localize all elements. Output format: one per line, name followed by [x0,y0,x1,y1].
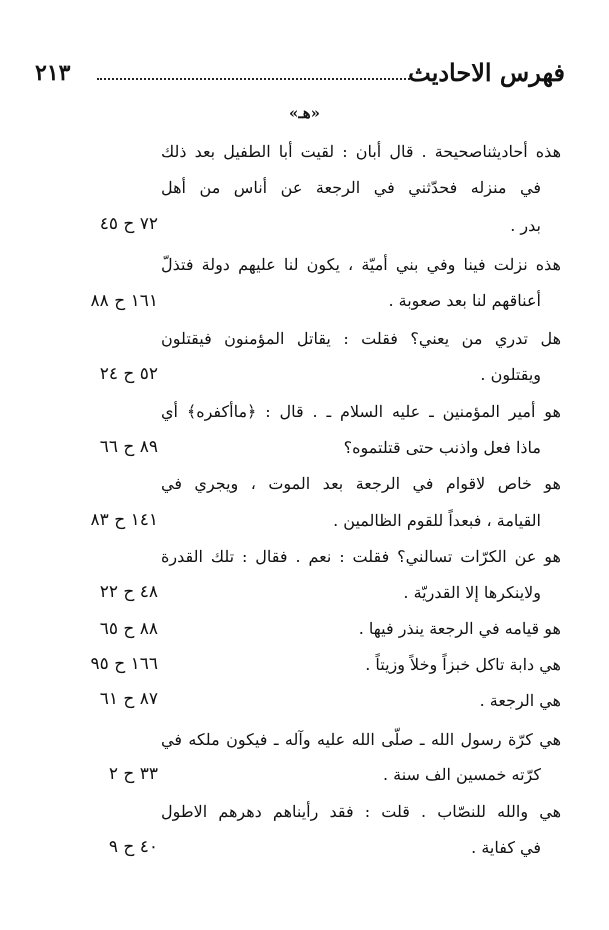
entry-reference: ٨٧ ح ٦١ [99,689,158,709]
entry-text-line: هي كرّة رسول الله ـ صلّى الله عليه وآله ـ فيكون ملكه في [161,730,561,749]
entry-text-line: في منزله فحدّثني في الرجعة عن أناس من أهل [161,178,541,197]
entry-text-line: هو أمير المؤمنين ـ عليه السلام ـ . قال : ﴿ماأكفره﴾ أي [161,402,561,421]
entry-reference: ١٦٦ ح ٩٥ [90,654,158,674]
page-number: ٢١٣ [35,60,71,86]
entry-text-line: هي دابة تاكل خبزاً وخلاً وزيتاً . [365,655,561,674]
entry-text-line: ولاينكرها إلا القدريّة . [403,583,541,602]
entry-text-line: كرّته خمسين الف سنة . [382,765,541,784]
entry-reference: ١٤١ ح ٨٣ [90,510,158,530]
entry-text-line: هو عن الكرّات تسالني؟ فقلت : نعم . فقال : تلك القدرة [161,547,561,566]
entry-text-line: ويقتلون . [480,365,541,384]
entry-text-line: هو قيامه في الرجعة ينذر فيها . [358,619,561,638]
page-header [35,58,565,92]
entry-text-line: بدر . [510,216,541,235]
entry-reference: ٨٨ ح ٦٥ [99,619,158,639]
entry-reference: ٧٢ ح ٤٥ [99,214,158,234]
entry-reference: ٤٠ ح ٩ [108,837,158,857]
entry-text-line: هي الرجعة . [479,691,561,710]
dotted-leader [97,78,410,80]
entry-text-line: هي والله للنصّاب . قلت : فقد رأيناهم دهرهم الاطول [161,802,561,821]
entry-text-line: هذه نزلت فينا وفي بني أميّة ، يكون لنا عليهم دولة فتذلّ [161,255,561,274]
entry-reference: ١٦١ ح ٨٨ [90,291,158,311]
entry-reference: ٣٣ ح ٢ [108,764,158,784]
entry-text-line: هل تدري من يعني؟ فقلت : يقاتل المؤمنون فيقتلون [161,329,561,348]
entry-reference: ٤٨ ح ٢٢ [99,582,158,602]
entry-text-line: ماذا فعل واذنب حتى قتلتموه؟ [343,438,541,457]
section-letter-heading: «هـ» [288,104,321,122]
entry-text-line: أعناقهم لنا بعد صعوبة . [388,291,541,310]
entry-text-line: هو خاص لاقوام في الرجعة بعد الموت ، ويجري في [161,474,561,493]
entry-text-line: هذه أحاديثناصحيحة . قال أبان : لقيت أبا الطفيل بعد ذلك [161,142,561,161]
entry-reference: ٨٩ ح ٦٦ [99,437,158,457]
entry-text-line: في كفاية . [471,838,541,857]
running-title: فهرس الاحاديث [408,58,565,87]
entry-text-line: القيامة ، فبعداً للقوم الظالمين . [333,511,541,530]
entry-reference: ٥٢ ح ٢٤ [99,364,158,384]
